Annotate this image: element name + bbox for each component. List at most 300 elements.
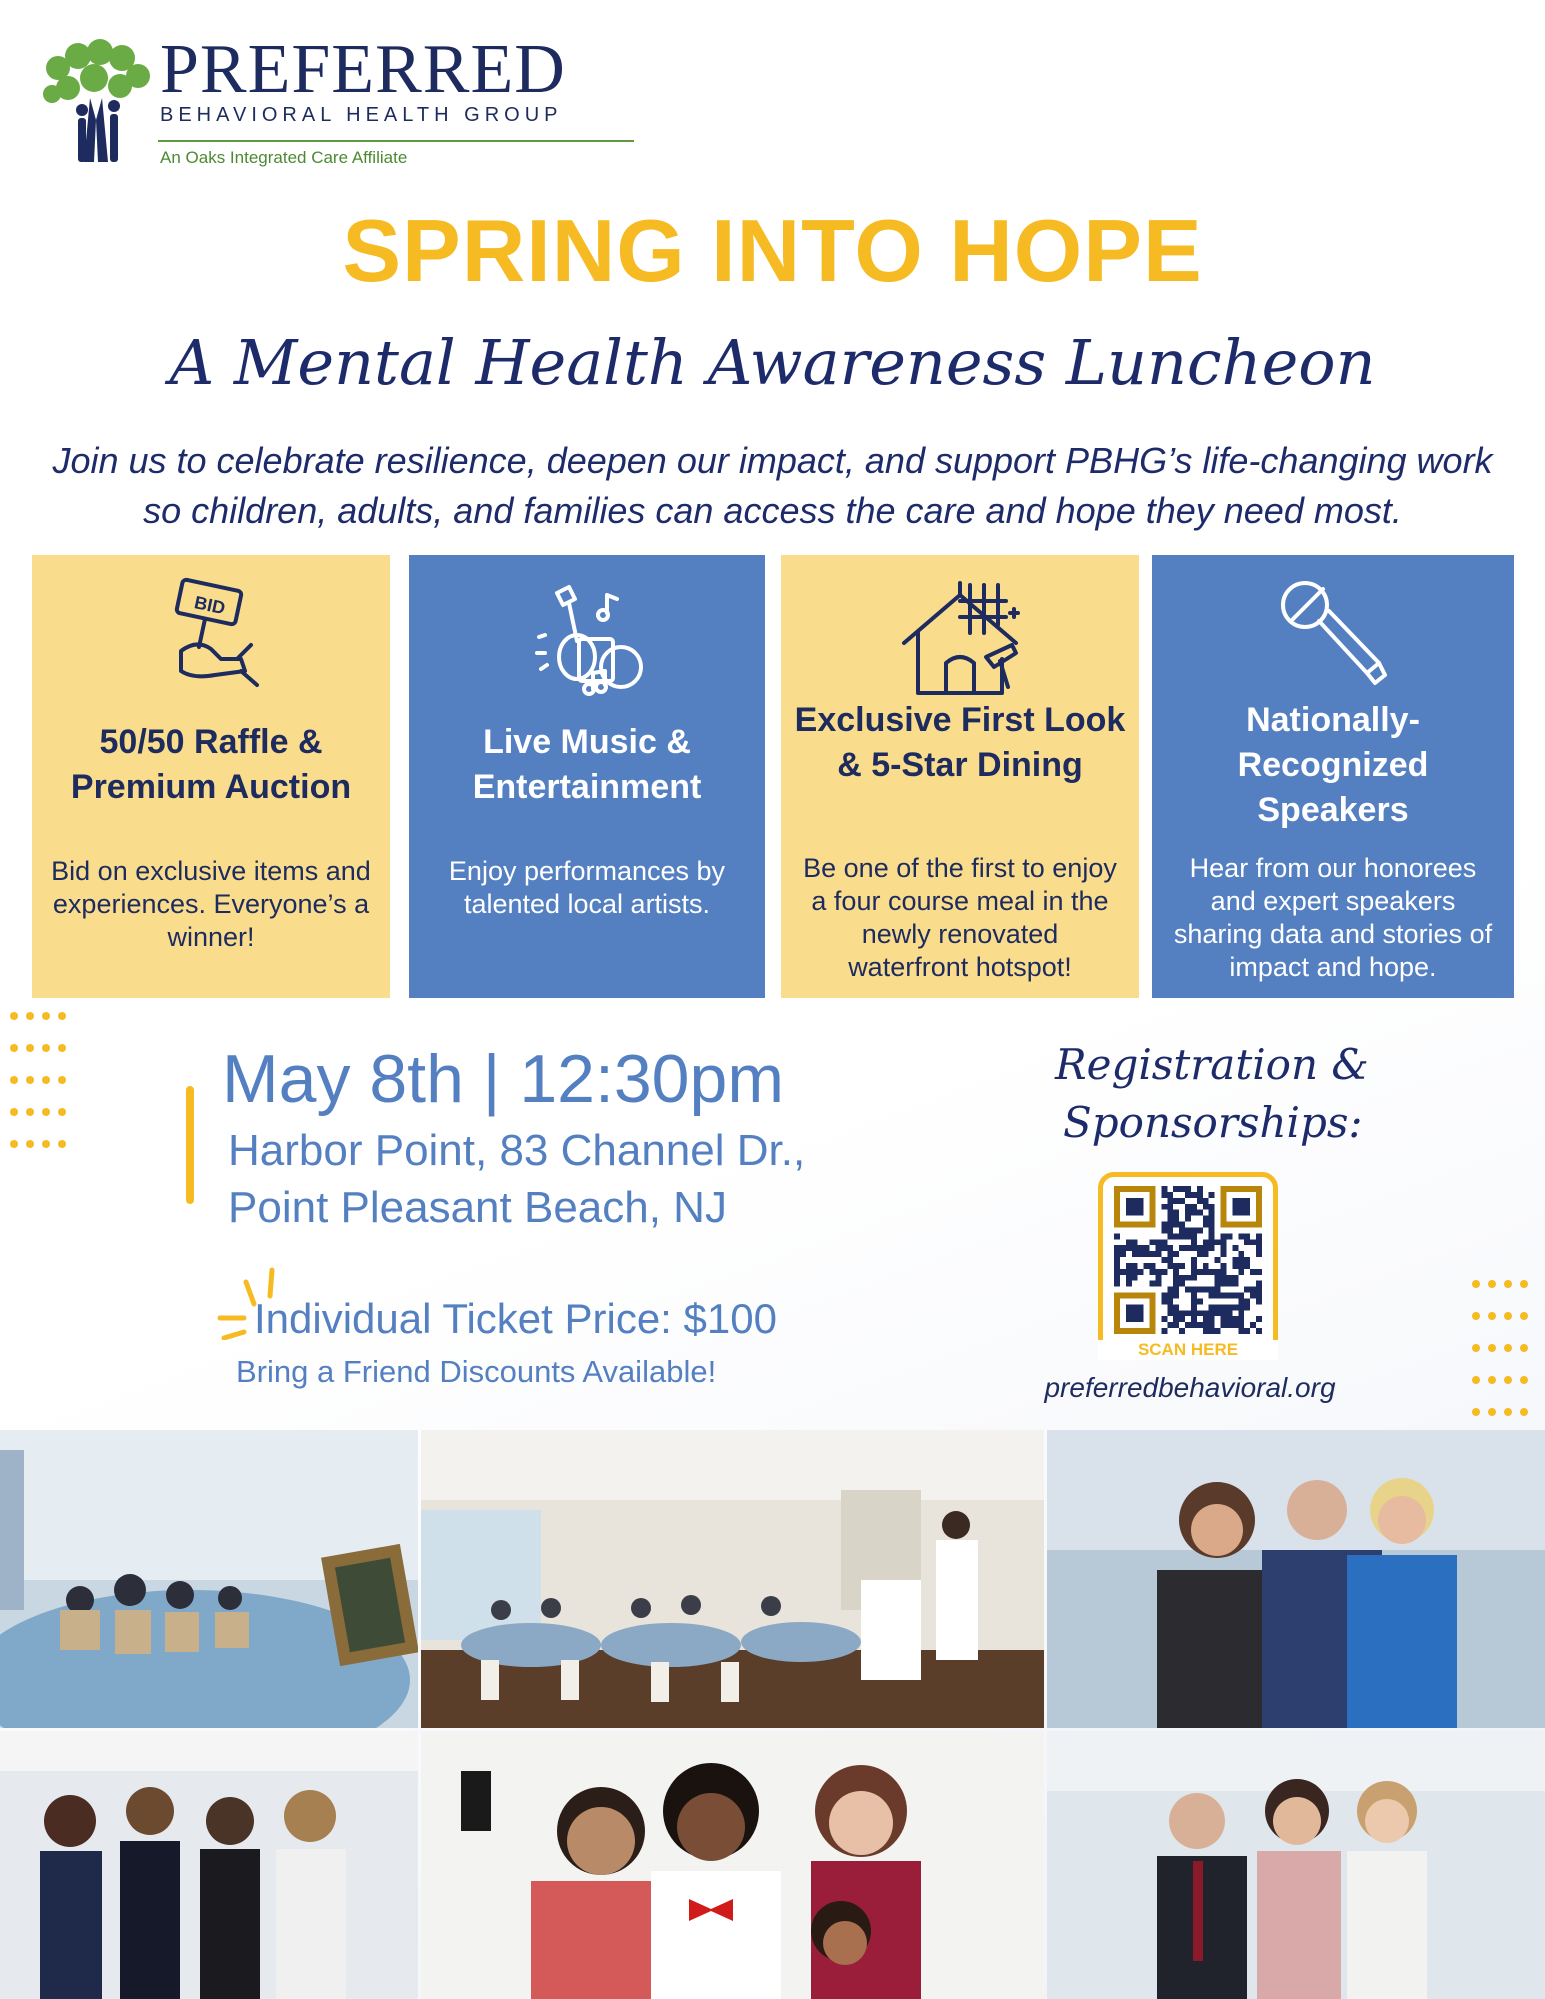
- photo-three-guests: [1047, 1731, 1545, 1999]
- qr-module: [1203, 1310, 1209, 1316]
- dot: [26, 1140, 34, 1148]
- qr-module: [1215, 1269, 1221, 1275]
- event-date-time: May 8th | 12:30pm: [222, 1041, 784, 1117]
- qr-module: [1209, 1269, 1215, 1275]
- qr-module: [1209, 1239, 1215, 1245]
- qr-module: [1114, 1269, 1120, 1275]
- qr-module: [1138, 1245, 1144, 1251]
- qr-module: [1191, 1298, 1197, 1304]
- qr-module: [1232, 1322, 1238, 1328]
- feature-card-dining: [781, 555, 1139, 998]
- dot: [10, 1108, 18, 1116]
- qr-module: [1173, 1281, 1179, 1287]
- qr-module: [1161, 1316, 1167, 1322]
- qr-module: [1209, 1227, 1215, 1233]
- qr-module: [1114, 1281, 1120, 1287]
- photo-luncheon-room: [421, 1430, 1044, 1728]
- qr-module: [1203, 1316, 1209, 1322]
- music-instruments-icon: [517, 575, 657, 705]
- qr-module: [1185, 1204, 1191, 1210]
- website-link[interactable]: preferredbehavioral.org: [1044, 1372, 1336, 1403]
- qr-module: [1161, 1222, 1167, 1228]
- dot: [58, 1076, 66, 1084]
- qr-module: [1185, 1210, 1191, 1216]
- qr-module: [1161, 1245, 1167, 1251]
- qr-module: [1126, 1239, 1132, 1245]
- qr-module: [1132, 1245, 1138, 1251]
- qr-module: [1173, 1310, 1179, 1316]
- qr-module: [1179, 1281, 1185, 1287]
- qr-module: [1155, 1239, 1161, 1245]
- qr-module: [1221, 1245, 1227, 1251]
- qr-module: [1179, 1245, 1185, 1251]
- qr-module: [1126, 1245, 1132, 1251]
- feature-description: Be one of the first to enjoy a four course meal in the newly renovated waterfront hotspot!: [803, 853, 1117, 982]
- dot: [42, 1012, 50, 1020]
- qr-module: [1161, 1227, 1167, 1233]
- qr-module: [1209, 1316, 1215, 1322]
- qr-module: [1191, 1316, 1197, 1322]
- qr-module: [1209, 1322, 1215, 1328]
- qr-module: [1221, 1304, 1227, 1310]
- qr-module: [1203, 1328, 1209, 1334]
- qr-module: [1209, 1210, 1215, 1216]
- qr-module: [1138, 1269, 1144, 1275]
- qr-module: [1209, 1293, 1215, 1299]
- qr-module: [1238, 1233, 1244, 1239]
- qr-module: [1191, 1310, 1197, 1316]
- photo-four-women: [0, 1731, 418, 1999]
- qr-module: [1244, 1298, 1250, 1304]
- qr-module: [1209, 1328, 1215, 1334]
- qr-module: [1167, 1293, 1173, 1299]
- qr-module: [1244, 1287, 1250, 1293]
- qr-module: [1173, 1186, 1179, 1192]
- qr-module: [1179, 1198, 1185, 1204]
- qr-module: [1215, 1304, 1221, 1310]
- qr-module: [1155, 1251, 1161, 1257]
- qr-module: [1150, 1269, 1156, 1275]
- qr-module: [1191, 1257, 1197, 1263]
- qr-module: [1256, 1298, 1262, 1304]
- dot: [58, 1140, 66, 1148]
- qr-module: [1238, 1251, 1244, 1257]
- qr-module: [1120, 1251, 1126, 1257]
- qr-module: [1203, 1287, 1209, 1293]
- qr-module: [1155, 1281, 1161, 1287]
- qr-module: [1114, 1257, 1120, 1263]
- qr-module: [1167, 1310, 1173, 1316]
- qr-module: [1215, 1281, 1221, 1287]
- qr-module: [1185, 1192, 1191, 1198]
- qr-module: [1244, 1263, 1250, 1269]
- dot: [1472, 1344, 1480, 1352]
- qr-module: [1173, 1304, 1179, 1310]
- qr-module: [1173, 1210, 1179, 1216]
- qr-module: [1191, 1304, 1197, 1310]
- dot: [26, 1012, 34, 1020]
- qr-module: [1197, 1287, 1203, 1293]
- qr-module: [1256, 1316, 1262, 1322]
- qr-module: [1161, 1257, 1167, 1263]
- qr-module: [1167, 1192, 1173, 1198]
- qr-module: [1197, 1210, 1203, 1216]
- registration-heading-line2: Sponsorships:: [1063, 1098, 1363, 1147]
- dot: [1520, 1280, 1528, 1288]
- qr-module: [1221, 1281, 1227, 1287]
- qr-module: [1197, 1322, 1203, 1328]
- qr-module: [1179, 1328, 1185, 1334]
- event-subtitle: A Mental Health Awareness Luncheon: [169, 326, 1376, 399]
- qr-module: [1238, 1322, 1244, 1328]
- qr-module: [1126, 1263, 1132, 1269]
- dot: [1504, 1280, 1512, 1288]
- dot: [1504, 1376, 1512, 1384]
- qr-module: [1232, 1293, 1238, 1299]
- qr-module: [1161, 1298, 1167, 1304]
- qr-module: [1167, 1287, 1173, 1293]
- qr-module: [1191, 1269, 1197, 1275]
- qr-module: [1256, 1287, 1262, 1293]
- dot: [58, 1012, 66, 1020]
- feature-heading: Nationally-Recognized Speakers: [1237, 701, 1429, 829]
- qr-module: [1179, 1310, 1185, 1316]
- qr-module: [1144, 1263, 1150, 1269]
- dot: [1504, 1344, 1512, 1352]
- qr-module: [1185, 1216, 1191, 1222]
- qr-module: [1144, 1251, 1150, 1257]
- qr-module: [1173, 1269, 1179, 1275]
- qr-module: [1244, 1257, 1250, 1263]
- qr-module: [1132, 1269, 1138, 1275]
- qr-scan-label: SCAN HERE: [1098, 1340, 1278, 1360]
- qr-module: [1238, 1316, 1244, 1322]
- qr-module: [1232, 1281, 1238, 1287]
- dot: [42, 1076, 50, 1084]
- qr-module: [1167, 1322, 1173, 1328]
- qr-module: [1215, 1310, 1221, 1316]
- feature-card-raffle: [32, 555, 390, 998]
- venue-address-line1: Harbor Point, 83 Channel Dr.,: [228, 1126, 806, 1175]
- intro-text: Join us to celebrate resilience, deepen our impact, and support PBHG’s life-changing work so children, adults, and families can access the care and hope they need most.: [52, 440, 1493, 531]
- qr-module: [1114, 1233, 1120, 1239]
- feature-description: Enjoy performances by talented local artists.: [448, 856, 726, 919]
- qr-module: [1209, 1204, 1215, 1210]
- dot: [1472, 1312, 1480, 1320]
- dot: [1472, 1280, 1480, 1288]
- qr-module: [1232, 1245, 1238, 1251]
- qr-module: [1179, 1186, 1185, 1192]
- qr-module: [1179, 1233, 1185, 1239]
- qr-module: [1226, 1281, 1232, 1287]
- qr-module: [1161, 1269, 1167, 1275]
- qr-module: [1167, 1198, 1173, 1204]
- decorative-dots: [1472, 1280, 1528, 1416]
- qr-module: [1238, 1293, 1244, 1299]
- qr-module: [1215, 1239, 1221, 1245]
- qr-module: [1167, 1298, 1173, 1304]
- dot: [10, 1044, 18, 1052]
- feature-heading: Exclusive First Look & 5-Star Dining: [794, 701, 1126, 784]
- qr-module: [1132, 1263, 1138, 1269]
- qr-module: [1215, 1275, 1221, 1281]
- qr-module: [1150, 1239, 1156, 1245]
- qr-module: [1203, 1216, 1209, 1222]
- qr-module: [1226, 1233, 1232, 1239]
- qr-module: [1221, 1310, 1227, 1316]
- dot: [1504, 1408, 1512, 1416]
- qr-module: [1167, 1251, 1173, 1257]
- qr-module: [1226, 1293, 1232, 1299]
- qr-module: [1161, 1293, 1167, 1299]
- qr-module: [1197, 1310, 1203, 1316]
- qr-module: [1132, 1275, 1138, 1281]
- photo-guests-trio: [1047, 1430, 1545, 1728]
- qr-module: [1209, 1192, 1215, 1198]
- dot: [1520, 1312, 1528, 1320]
- qr-module: [1238, 1328, 1244, 1334]
- feature-description: Hear from our honorees and expert speakers sharing data and stories of impact and hope.: [1173, 853, 1493, 982]
- qr-module: [1197, 1269, 1203, 1275]
- qr-module: [1250, 1322, 1256, 1328]
- qr-code[interactable]: [1114, 1186, 1262, 1334]
- logo-divider: [158, 140, 634, 142]
- qr-module: [1203, 1251, 1209, 1257]
- qr-module: [1179, 1227, 1185, 1233]
- qr-module: [1191, 1192, 1197, 1198]
- qr-module: [1221, 1322, 1227, 1328]
- qr-module: [1191, 1293, 1197, 1299]
- qr-module: [1221, 1275, 1227, 1281]
- qr-module: [1209, 1245, 1215, 1251]
- qr-module: [1126, 1275, 1132, 1281]
- qr-module: [1244, 1304, 1250, 1310]
- ticket-price: Individual Ticket Price: $100: [254, 1295, 777, 1342]
- qr-module: [1203, 1204, 1209, 1210]
- qr-module: [1173, 1263, 1179, 1269]
- qr-module: [1256, 1239, 1262, 1245]
- qr-module: [1191, 1322, 1197, 1328]
- qr-module: [1173, 1293, 1179, 1299]
- qr-module: [1173, 1275, 1179, 1281]
- qr-module: [1232, 1257, 1238, 1263]
- qr-module: [1238, 1257, 1244, 1263]
- qr-module: [1167, 1222, 1173, 1228]
- qr-module: [1185, 1227, 1191, 1233]
- qr-module: [1232, 1275, 1238, 1281]
- qr-module: [1138, 1251, 1144, 1257]
- qr-module: [1221, 1233, 1227, 1239]
- qr-module: [1203, 1239, 1209, 1245]
- qr-module: [1226, 1275, 1232, 1281]
- qr-module: [1114, 1245, 1120, 1251]
- qr-module: [1144, 1245, 1150, 1251]
- qr-module: [1226, 1310, 1232, 1316]
- qr-module: [1256, 1281, 1262, 1287]
- dot: [1488, 1344, 1496, 1352]
- qr-module: [1185, 1186, 1191, 1192]
- qr-module: [1167, 1204, 1173, 1210]
- qr-module: [1203, 1222, 1209, 1228]
- bid-paddle-icon: [141, 575, 281, 705]
- qr-module: [1221, 1293, 1227, 1299]
- qr-module: [1173, 1198, 1179, 1204]
- qr-module: [1173, 1287, 1179, 1293]
- photo-group-selfie: [421, 1731, 1044, 1999]
- dot: [26, 1108, 34, 1116]
- dot: [42, 1044, 50, 1052]
- dot: [1488, 1408, 1496, 1416]
- microphone-icon: [1263, 575, 1403, 705]
- dot: [1520, 1376, 1528, 1384]
- dot: [1520, 1408, 1528, 1416]
- event-title: SPRING INTO HOPE: [342, 201, 1203, 300]
- qr-module: [1250, 1293, 1256, 1299]
- qr-module: [1150, 1263, 1156, 1269]
- qr-module: [1167, 1210, 1173, 1216]
- feature-card-speakers: [1152, 555, 1514, 998]
- logo-affiliate: An Oaks Integrated Care Affiliate: [160, 148, 408, 167]
- qr-module: [1215, 1328, 1221, 1334]
- qr-module: [1185, 1287, 1191, 1293]
- qr-module: [1191, 1245, 1197, 1251]
- qr-module: [1256, 1328, 1262, 1334]
- qr-module: [1173, 1233, 1179, 1239]
- dot: [1488, 1280, 1496, 1288]
- logo-tree-icon: [38, 38, 154, 166]
- feature-heading: 50/50 Raffle & Premium Auction: [70, 723, 352, 806]
- feature-card-music: [409, 555, 765, 998]
- qr-module: [1191, 1227, 1197, 1233]
- dot: [1488, 1376, 1496, 1384]
- dot: [1472, 1376, 1480, 1384]
- dot: [42, 1108, 50, 1116]
- feature-description: Bid on exclusive items and experiences. Everyone’s a winner!: [51, 856, 371, 952]
- qr-module: [1191, 1275, 1197, 1281]
- dot: [1504, 1312, 1512, 1320]
- qr-module: [1238, 1263, 1244, 1269]
- qr-module: [1203, 1322, 1209, 1328]
- qr-module: [1221, 1239, 1227, 1245]
- qr-module: [1197, 1186, 1203, 1192]
- qr-module: [1150, 1281, 1156, 1287]
- qr-module: [1197, 1251, 1203, 1257]
- dot: [26, 1076, 34, 1084]
- qr-module: [1114, 1275, 1120, 1281]
- decorative-dots: [10, 1012, 66, 1148]
- qr-module: [1173, 1322, 1179, 1328]
- qr-module: [1173, 1216, 1179, 1222]
- qr-module: [1161, 1328, 1167, 1334]
- qr-module: [1185, 1275, 1191, 1281]
- qr-module: [1226, 1304, 1232, 1310]
- qr-module: [1173, 1316, 1179, 1322]
- dot: [1472, 1408, 1480, 1416]
- renovated-house-icon: [890, 575, 1030, 705]
- dot: [58, 1044, 66, 1052]
- qr-module: [1191, 1239, 1197, 1245]
- qr-module: [1126, 1281, 1132, 1287]
- qr-module: [1179, 1316, 1185, 1322]
- qr-module: [1155, 1269, 1161, 1275]
- qr-module: [1161, 1186, 1167, 1192]
- qr-module: [1191, 1263, 1197, 1269]
- qr-module: [1244, 1239, 1250, 1245]
- qr-module: [1197, 1198, 1203, 1204]
- qr-module: [1161, 1192, 1167, 1198]
- qr-module: [1232, 1263, 1238, 1269]
- qr-module: [1209, 1304, 1215, 1310]
- dot: [26, 1044, 34, 1052]
- qr-module: [1185, 1233, 1191, 1239]
- qr-module: [1221, 1263, 1227, 1269]
- qr-module: [1203, 1269, 1209, 1275]
- qr-module: [1120, 1245, 1126, 1251]
- qr-module: [1132, 1239, 1138, 1245]
- photo-auction-table: [0, 1430, 418, 1728]
- qr-module: [1191, 1287, 1197, 1293]
- qr-module: [1197, 1245, 1203, 1251]
- logo-name: PREFERRED: [160, 31, 566, 108]
- qr-module: [1203, 1263, 1209, 1269]
- qr-module: [1167, 1233, 1173, 1239]
- dot: [10, 1140, 18, 1148]
- qr-module: [1256, 1233, 1262, 1239]
- qr-module: [1179, 1263, 1185, 1269]
- qr-module: [1167, 1257, 1173, 1263]
- qr-module: [1209, 1222, 1215, 1228]
- qr-module: [1114, 1251, 1120, 1257]
- qr-module: [1215, 1257, 1221, 1263]
- qr-module: [1256, 1251, 1262, 1257]
- qr-module: [1179, 1275, 1185, 1281]
- discount-note: Bring a Friend Discounts Available!: [236, 1354, 717, 1389]
- qr-module: [1155, 1275, 1161, 1281]
- qr-module: [1250, 1287, 1256, 1293]
- qr-module: [1203, 1245, 1209, 1251]
- qr-module: [1132, 1251, 1138, 1257]
- qr-module: [1238, 1298, 1244, 1304]
- qr-module: [1232, 1304, 1238, 1310]
- logo-subtitle: BEHAVIORAL HEALTH GROUP: [160, 104, 563, 126]
- qr-module: [1185, 1322, 1191, 1328]
- qr-module: [1167, 1216, 1173, 1222]
- qr-module: [1226, 1316, 1232, 1322]
- qr-module: [1167, 1263, 1173, 1269]
- qr-module: [1185, 1310, 1191, 1316]
- qr-module: [1250, 1269, 1256, 1275]
- qr-module: [1197, 1192, 1203, 1198]
- qr-module: [1161, 1239, 1167, 1245]
- qr-module: [1114, 1263, 1120, 1269]
- qr-module: [1209, 1216, 1215, 1222]
- qr-module: [1256, 1269, 1262, 1275]
- dot: [1488, 1312, 1496, 1320]
- qr-module: [1215, 1293, 1221, 1299]
- qr-module: [1155, 1245, 1161, 1251]
- qr-module: [1191, 1204, 1197, 1210]
- qr-module: [1161, 1204, 1167, 1210]
- qr-module: [1209, 1310, 1215, 1316]
- qr-module: [1238, 1310, 1244, 1316]
- qr-module: [1197, 1298, 1203, 1304]
- qr-module: [1173, 1251, 1179, 1257]
- feature-heading: Live Music & Entertainment: [472, 723, 702, 806]
- qr-module: [1209, 1287, 1215, 1293]
- qr-module: [1191, 1233, 1197, 1239]
- qr-module: [1256, 1245, 1262, 1251]
- qr-module: [1185, 1245, 1191, 1251]
